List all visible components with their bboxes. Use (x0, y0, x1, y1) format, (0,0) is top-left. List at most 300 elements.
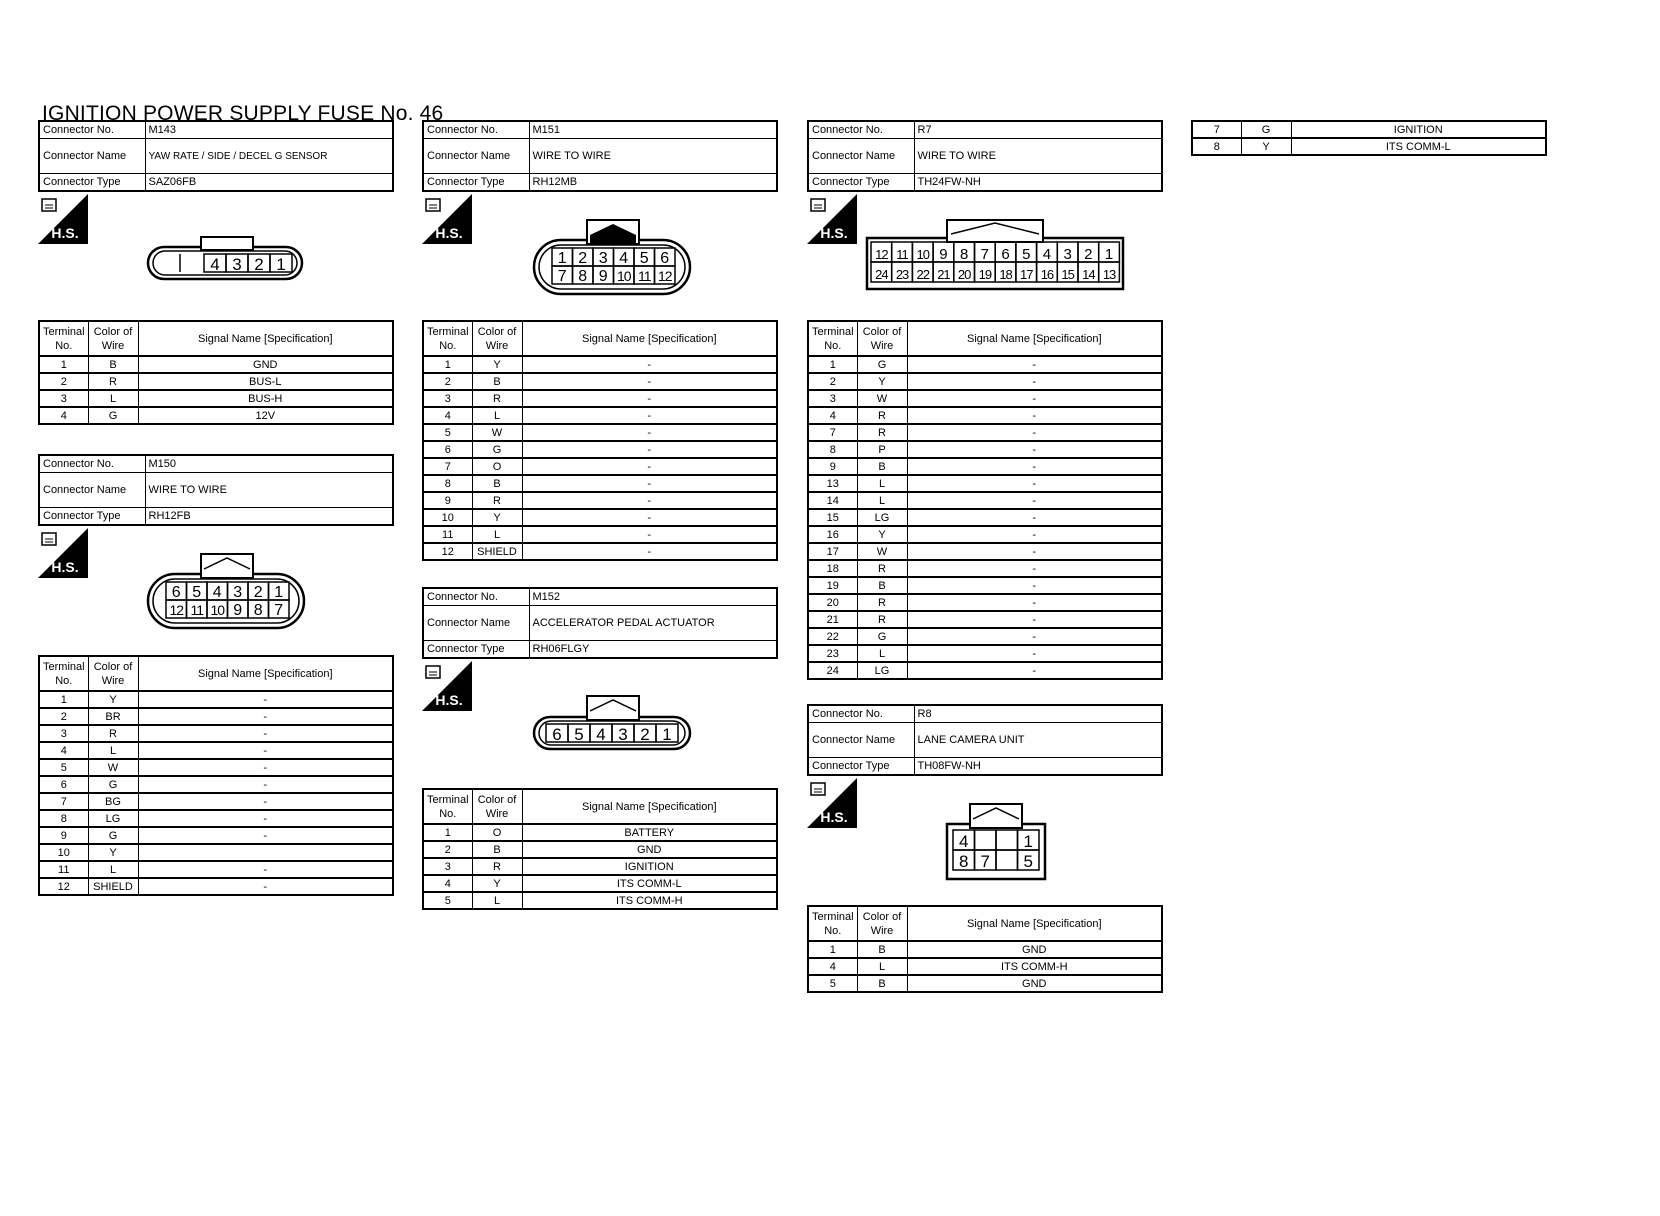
signal-name-cell: IGNITION (1291, 121, 1546, 138)
terminal-no-cell: 21 (808, 611, 857, 628)
pin-label: 3 (618, 725, 628, 744)
pin-label: 4 (596, 725, 606, 744)
terminal-no-cell: 1 (39, 691, 88, 708)
wire-color-cell: B (472, 841, 522, 858)
label-connector-name: Connector Name (423, 139, 529, 174)
wire-color-cell: O (472, 824, 522, 841)
wire-color-cell: O (472, 458, 522, 475)
signal-table-m150 (38, 655, 394, 896)
table-row (423, 458, 777, 475)
terminal-no-cell: 2 (423, 373, 472, 390)
wire-color-cell: R (472, 492, 522, 509)
table-row (423, 509, 777, 526)
terminal-no-cell: 6 (423, 441, 472, 458)
pin-label: 7 (557, 268, 567, 285)
wire-color-cell: R (857, 560, 907, 577)
header-terminal-no: Terminal No. (808, 906, 857, 941)
signal-name-cell: 12V (138, 407, 393, 424)
pin-label: 8 (578, 268, 588, 285)
table-row (808, 492, 1162, 509)
header-color-of-wire: Color of Wire (472, 789, 522, 824)
terminal-no-cell: 22 (808, 628, 857, 645)
pin-label: 1 (1104, 246, 1114, 263)
table-row (808, 373, 1162, 390)
label-connector-type: Connector Type (808, 758, 914, 776)
pin-label: 2 (253, 584, 263, 601)
connector-face-m152 (532, 694, 694, 752)
pin-label: 15 (1061, 267, 1074, 282)
pin-label: 8 (253, 602, 263, 619)
wire-color-cell: Y (88, 844, 138, 861)
wire-color-cell: G (88, 776, 138, 793)
wire-color-cell: B (88, 356, 138, 373)
table-row (808, 441, 1162, 458)
signal-name-cell: - (522, 424, 777, 441)
terminal-no-cell: 17 (808, 543, 857, 560)
header-signal-name: Signal Name [Specification] (522, 321, 777, 356)
label-connector-type: Connector Type (39, 508, 145, 526)
header-color-of-wire: Color of Wire (857, 321, 907, 356)
terminal-no-cell: 15 (808, 509, 857, 526)
pin-label: 9 (233, 602, 243, 619)
harness-side-icon (807, 194, 857, 244)
connector-no-value: R7 (914, 121, 1162, 139)
pin-label: 5 (639, 250, 649, 267)
pin-label: 3 (1063, 246, 1072, 263)
wire-color-cell: Y (88, 691, 138, 708)
wire-color-cell: R (88, 373, 138, 390)
terminal-no-cell: 1 (423, 356, 472, 373)
connector-info-m150 (38, 454, 394, 526)
wire-color-cell: LG (88, 810, 138, 827)
table-row (423, 543, 777, 560)
wire-color-cell: R (857, 594, 907, 611)
terminal-no-cell: 8 (1192, 138, 1241, 155)
wire-color-cell: L (472, 407, 522, 424)
terminal-no-cell: 13 (808, 475, 857, 492)
connector-type-value: RH12FB (145, 508, 393, 526)
pin-label: 3 (233, 584, 243, 601)
terminal-no-cell: 2 (39, 708, 88, 725)
connector-face-r8 (945, 802, 1049, 882)
signal-name-cell: - (522, 356, 777, 373)
pin-label: 18 (999, 267, 1012, 282)
table-row (39, 878, 393, 895)
terminal-no-cell: 9 (808, 458, 857, 475)
terminal-no-cell: 4 (39, 407, 88, 424)
terminal-no-cell: 8 (808, 441, 857, 458)
terminal-no-cell: 16 (808, 526, 857, 543)
wire-color-cell: W (857, 543, 907, 560)
connector-name-value: LANE CAMERA UNIT (914, 723, 1162, 758)
signal-name-cell: IGNITION (522, 858, 777, 875)
table-row (808, 594, 1162, 611)
label-connector-type: Connector Type (39, 174, 145, 192)
wire-color-cell: G (472, 441, 522, 458)
wire-color-cell: R (472, 390, 522, 407)
terminal-no-cell: 1 (423, 824, 472, 841)
header-signal-name: Signal Name [Specification] (138, 321, 393, 356)
table-row (808, 628, 1162, 645)
wire-color-cell: L (88, 390, 138, 407)
terminal-no-cell: 19 (808, 577, 857, 594)
terminal-no-cell: 11 (423, 526, 472, 543)
terminal-no-cell: 12 (423, 543, 472, 560)
header-color-of-wire: Color of Wire (88, 656, 138, 691)
signal-name-cell: - (907, 424, 1162, 441)
terminal-no-cell: 5 (423, 424, 472, 441)
wire-color-cell: L (472, 526, 522, 543)
label-connector-name: Connector Name (423, 606, 529, 641)
table-row (39, 861, 393, 878)
header-signal-name: Signal Name [Specification] (907, 321, 1162, 356)
table-row (808, 458, 1162, 475)
pin-label: 12 (875, 247, 888, 262)
wire-color-cell: B (472, 373, 522, 390)
pin-label: 8 (959, 246, 969, 263)
hs-label: H.S. (51, 225, 79, 241)
signal-table-r7 (807, 320, 1163, 680)
header-color-of-wire: Color of Wire (88, 321, 138, 356)
terminal-no-cell: 2 (808, 373, 857, 390)
table-row (423, 441, 777, 458)
pin-label: 1 (1023, 832, 1033, 851)
pin-label: 14 (1082, 267, 1095, 282)
signal-name-cell: - (522, 526, 777, 543)
wire-color-cell: W (88, 759, 138, 776)
header-signal-name: Signal Name [Specification] (907, 906, 1162, 941)
wire-color-cell: B (857, 975, 907, 992)
label-connector-no: Connector No. (808, 121, 914, 139)
signal-name-cell: - (138, 810, 393, 827)
signal-name-cell: - (138, 691, 393, 708)
signal-name-cell: GND (138, 356, 393, 373)
terminal-no-cell: 18 (808, 560, 857, 577)
table-row (808, 975, 1162, 992)
wire-color-cell: L (88, 861, 138, 878)
pin-label: 6 (1001, 246, 1010, 263)
wire-color-cell: W (472, 424, 522, 441)
table-row (808, 941, 1162, 958)
wire-color-cell: Y (472, 509, 522, 526)
terminal-no-cell: 3 (808, 390, 857, 407)
terminal-no-cell: 9 (39, 827, 88, 844)
wire-color-cell: R (857, 407, 907, 424)
pin-label: 10 (210, 602, 225, 618)
table-row (1192, 138, 1546, 155)
header-color-of-wire: Color of Wire (857, 906, 907, 941)
wire-color-cell: B (857, 458, 907, 475)
wire-color-cell: LG (857, 662, 907, 679)
connector-face-m150 (146, 552, 308, 632)
signal-name-cell: - (138, 708, 393, 725)
signal-name-cell: - (522, 373, 777, 390)
table-row (808, 543, 1162, 560)
pin-label: 12 (657, 268, 672, 284)
pin-label: 4 (959, 832, 969, 851)
wire-color-cell: Y (857, 373, 907, 390)
terminal-no-cell: 2 (39, 373, 88, 390)
pin-label: 2 (254, 255, 264, 274)
signal-name-cell: - (907, 560, 1162, 577)
table-row (808, 577, 1162, 594)
signal-name-cell: ITS COMM-L (1291, 138, 1546, 155)
hs-label: H.S. (435, 692, 463, 708)
table-row (808, 475, 1162, 492)
terminal-no-cell: 2 (423, 841, 472, 858)
signal-name-cell: - (138, 725, 393, 742)
signal-name-cell: - (907, 662, 1162, 679)
terminal-no-cell: 4 (423, 875, 472, 892)
pin-label: 24 (875, 267, 888, 282)
header-terminal-no: Terminal No. (423, 789, 472, 824)
table-row (39, 810, 393, 827)
signal-name-cell: - (522, 543, 777, 560)
table-row (423, 892, 777, 909)
signal-table-m143 (38, 320, 394, 425)
signal-name-cell: - (522, 390, 777, 407)
harness-side-icon (807, 778, 857, 828)
table-row (808, 662, 1162, 679)
signal-name-cell: ITS COMM-H (907, 958, 1162, 975)
harness-side-icon (38, 528, 88, 578)
signal-name-cell: - (907, 475, 1162, 492)
terminal-no-cell: 4 (808, 407, 857, 424)
wire-color-cell: BG (88, 793, 138, 810)
table-row (39, 725, 393, 742)
wire-color-cell: L (857, 958, 907, 975)
signal-name-cell: - (907, 407, 1162, 424)
table-row (808, 509, 1162, 526)
wire-color-cell: Y (1241, 138, 1291, 155)
wire-color-cell: G (857, 356, 907, 373)
pin-label: 2 (578, 250, 588, 267)
connector-no-value: M151 (529, 121, 777, 139)
wire-color-cell: G (88, 407, 138, 424)
pin-label: 10 (616, 268, 631, 284)
signal-name-cell: - (138, 759, 393, 776)
terminal-no-cell: 1 (808, 356, 857, 373)
signal-name-cell: - (907, 492, 1162, 509)
table-row (39, 742, 393, 759)
label-connector-no: Connector No. (423, 121, 529, 139)
signal-name-cell: GND (907, 975, 1162, 992)
signal-name-cell: - (907, 441, 1162, 458)
terminal-no-cell: 3 (423, 390, 472, 407)
terminal-no-cell: 12 (39, 878, 88, 895)
hs-label: H.S. (820, 809, 848, 825)
signal-name-cell: GND (522, 841, 777, 858)
signal-name-cell: - (522, 475, 777, 492)
signal-name-cell: - (907, 594, 1162, 611)
header-terminal-no: Terminal No. (39, 321, 88, 356)
signal-name-cell: - (907, 645, 1162, 662)
label-connector-name: Connector Name (808, 139, 914, 174)
table-row (1192, 121, 1546, 138)
label-connector-name: Connector Name (808, 723, 914, 758)
connector-name-value: WIRE TO WIRE (529, 139, 777, 174)
hs-label: H.S. (820, 225, 848, 241)
pin-label: 6 (660, 250, 670, 267)
table-row (39, 407, 393, 424)
wire-color-cell: B (857, 577, 907, 594)
table-row (808, 424, 1162, 441)
connector-no-value: M143 (145, 121, 393, 139)
wire-color-cell: P (857, 441, 907, 458)
signal-name-cell: BUS-L (138, 373, 393, 390)
pin-label: 9 (939, 246, 948, 263)
wire-color-cell: L (857, 475, 907, 492)
terminal-no-cell: 3 (423, 858, 472, 875)
terminal-no-cell: 9 (423, 492, 472, 509)
pin-label: 11 (896, 247, 908, 262)
table-row (808, 645, 1162, 662)
wire-color-cell: SHIELD (472, 543, 522, 560)
signal-name-cell: - (138, 861, 393, 878)
terminal-no-cell: 5 (808, 975, 857, 992)
pin-label: 1 (662, 725, 672, 744)
header-terminal-no: Terminal No. (423, 321, 472, 356)
terminal-no-cell: 23 (808, 645, 857, 662)
table-row (39, 793, 393, 810)
wire-color-cell: L (857, 645, 907, 662)
table-row (808, 611, 1162, 628)
connector-info-r7 (807, 120, 1163, 192)
wire-color-cell: G (857, 628, 907, 645)
terminal-no-cell: 10 (423, 509, 472, 526)
terminal-no-cell: 3 (39, 725, 88, 742)
pin-label: 19 (978, 267, 992, 282)
pin-label: 5 (1022, 246, 1031, 263)
connector-face-m143 (146, 234, 306, 282)
label-connector-no: Connector No. (39, 455, 145, 473)
connector-info-m151 (422, 120, 778, 192)
pin-label: 22 (916, 267, 929, 282)
terminal-no-cell: 14 (808, 492, 857, 509)
pin-label: 21 (937, 267, 950, 282)
connector-name-value: WIRE TO WIRE (914, 139, 1162, 174)
connector-no-value: R8 (914, 705, 1162, 723)
signal-name-cell: - (907, 526, 1162, 543)
table-row (808, 407, 1162, 424)
signal-name-cell (138, 844, 393, 861)
wire-color-cell: G (88, 827, 138, 844)
pin-label: 2 (640, 725, 650, 744)
pin-label: 5 (1023, 852, 1033, 871)
terminal-no-cell: 8 (423, 475, 472, 492)
pin-label: 1 (276, 255, 286, 274)
signal-name-cell: - (907, 356, 1162, 373)
label-connector-name: Connector Name (39, 473, 145, 508)
signal-name-cell: - (138, 742, 393, 759)
header-color-of-wire: Color of Wire (472, 321, 522, 356)
terminal-no-cell: 7 (1192, 121, 1241, 138)
header-signal-name: Signal Name [Specification] (138, 656, 393, 691)
pin-label: 12 (169, 602, 184, 618)
wire-color-cell: Y (857, 526, 907, 543)
table-row (808, 390, 1162, 407)
signal-table-r8 (807, 905, 1163, 993)
terminal-no-cell: 11 (39, 861, 88, 878)
signal-name-cell: BATTERY (522, 824, 777, 841)
terminal-no-cell: 5 (423, 892, 472, 909)
pin-label: 3 (232, 255, 242, 274)
terminal-no-cell: 6 (39, 776, 88, 793)
connector-info-m152 (422, 587, 778, 659)
table-row (808, 526, 1162, 543)
connector-no-value: M150 (145, 455, 393, 473)
signal-name-cell: - (138, 827, 393, 844)
signal-name-cell: - (907, 373, 1162, 390)
signal-name-cell: - (907, 543, 1162, 560)
connector-type-value: TH08FW-NH (914, 758, 1162, 776)
terminal-no-cell: 7 (423, 458, 472, 475)
label-connector-type: Connector Type (423, 174, 529, 192)
table-row (423, 356, 777, 373)
signal-name-cell: - (907, 509, 1162, 526)
pin-label: 4 (210, 255, 220, 274)
signal-name-cell: - (907, 458, 1162, 475)
connector-type-value: RH06FLGY (529, 641, 777, 659)
connector-info-r8 (807, 704, 1163, 776)
harness-side-icon (422, 661, 472, 711)
label-connector-no: Connector No. (808, 705, 914, 723)
terminal-no-cell: 3 (39, 390, 88, 407)
signal-table-r7-continued (1191, 120, 1547, 156)
connector-type-value: SAZ06FB (145, 174, 393, 192)
pin-label: 11 (637, 268, 651, 284)
pin-label: 16 (1040, 267, 1054, 282)
table-row (39, 356, 393, 373)
table-row (39, 827, 393, 844)
table-row (808, 560, 1162, 577)
pin-label: 1 (557, 250, 567, 267)
wire-color-cell: Y (472, 356, 522, 373)
pin-label: 4 (619, 250, 629, 267)
connector-name-value: YAW RATE / SIDE / DECEL G SENSOR (145, 139, 393, 174)
wire-color-cell: BR (88, 708, 138, 725)
pin-label: 1 (274, 584, 284, 601)
wire-color-cell: L (857, 492, 907, 509)
pin-label: 23 (895, 267, 909, 282)
terminal-no-cell: 1 (39, 356, 88, 373)
header-signal-name: Signal Name [Specification] (522, 789, 777, 824)
wire-color-cell: Y (472, 875, 522, 892)
table-row (423, 841, 777, 858)
pin-label: 4 (212, 584, 222, 601)
terminal-no-cell: 4 (39, 742, 88, 759)
harness-side-icon (422, 194, 472, 244)
label-connector-type: Connector Type (808, 174, 914, 192)
signal-name-cell: BUS-H (138, 390, 393, 407)
signal-name-cell: - (138, 878, 393, 895)
connector-type-value: TH24FW-NH (914, 174, 1162, 192)
table-row (39, 708, 393, 725)
wire-color-cell: L (472, 892, 522, 909)
connector-name-value: ACCELERATOR PEDAL ACTUATOR (529, 606, 777, 641)
wire-color-cell: B (857, 941, 907, 958)
signal-name-cell: ITS COMM-L (522, 875, 777, 892)
table-row (39, 373, 393, 390)
header-terminal-no: Terminal No. (39, 656, 88, 691)
terminal-no-cell: 7 (808, 424, 857, 441)
terminal-no-cell: 24 (808, 662, 857, 679)
pin-label: 6 (171, 584, 181, 601)
wire-color-cell: R (472, 858, 522, 875)
terminal-no-cell: 4 (808, 958, 857, 975)
pin-label: 11 (190, 602, 204, 618)
terminal-no-cell: 7 (39, 793, 88, 810)
